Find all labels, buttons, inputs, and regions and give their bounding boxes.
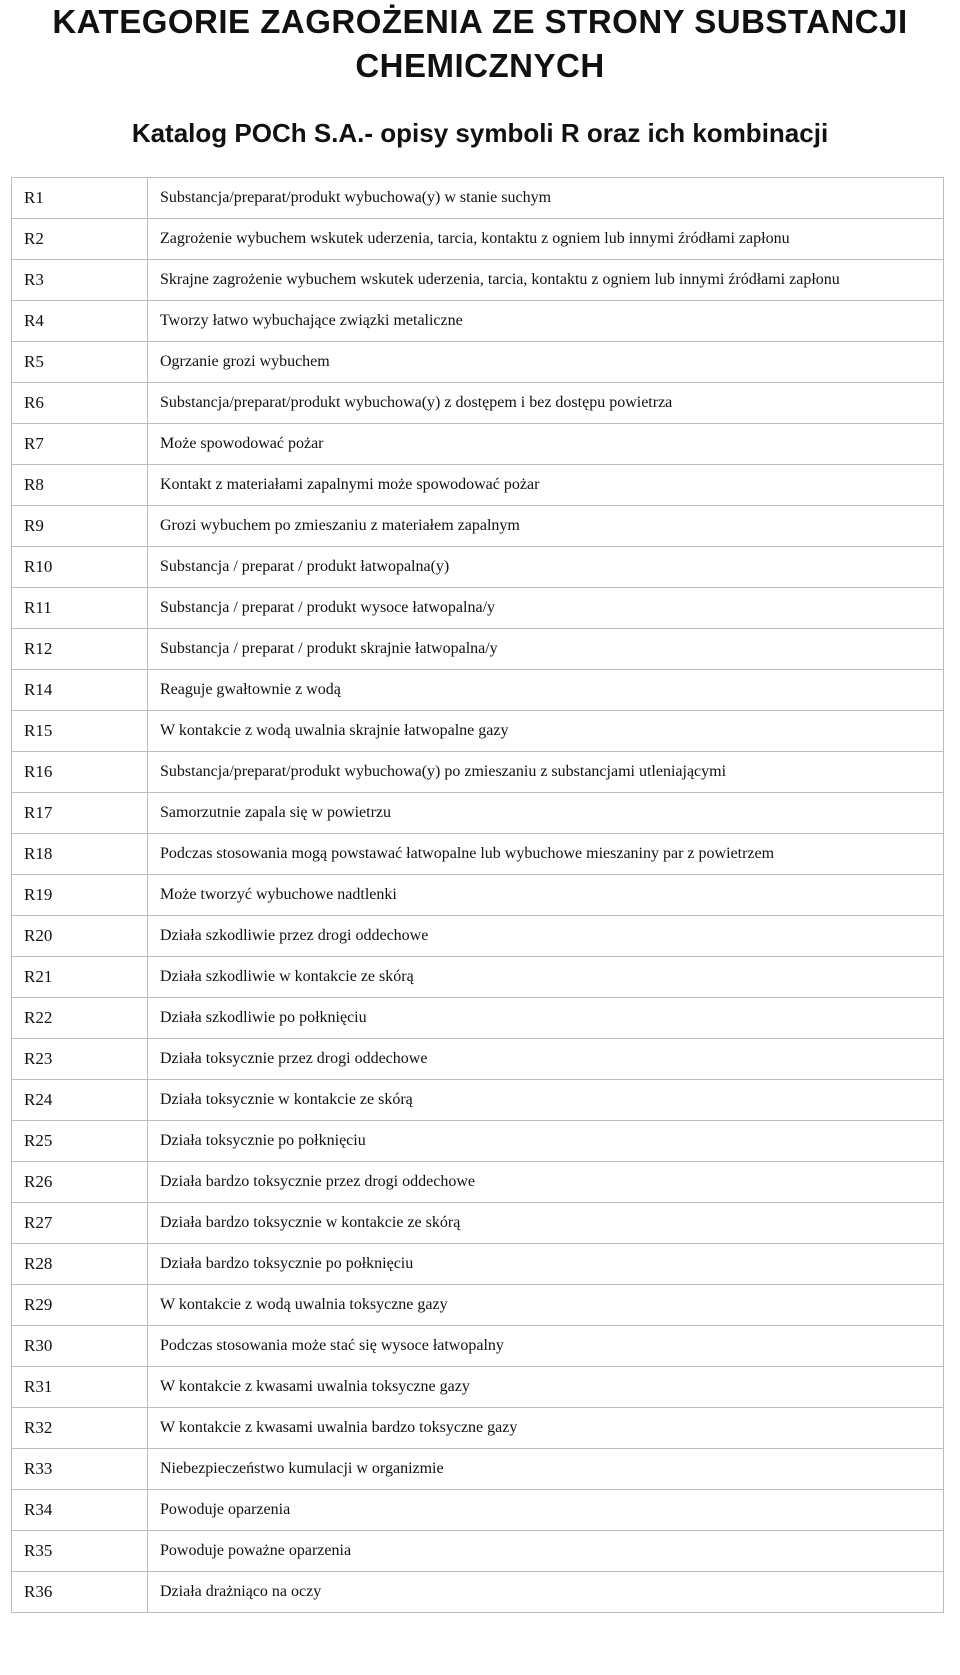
r-code-cell: R12 xyxy=(12,629,148,670)
r-description-cell: Działa bardzo toksycznie w kontakcie ze skórą xyxy=(148,1203,944,1244)
r-code-cell: R20 xyxy=(12,916,148,957)
r-code-cell: R5 xyxy=(12,342,148,383)
r-code-cell: R17 xyxy=(12,793,148,834)
table-row xyxy=(12,1285,944,1326)
page-subtitle: Katalog POCh S.A.- opisy symboli R oraz ich kombinacji xyxy=(131,118,829,148)
r-description-cell: W kontakcie z wodą uwalnia skrajnie łatwopalne gazy xyxy=(148,711,944,752)
table-row xyxy=(12,1531,944,1572)
table-row xyxy=(12,465,944,506)
r-description-cell: Podczas stosowania może stać się wysoce łatwopalny xyxy=(148,1326,944,1367)
r-code-cell: R11 xyxy=(12,588,148,629)
r-code-cell: R22 xyxy=(12,998,148,1039)
r-code-cell: R31 xyxy=(12,1367,148,1408)
r-description-cell: Może spowodować pożar xyxy=(148,424,944,465)
r-code-cell: R33 xyxy=(12,1449,148,1490)
r-description-cell: Substancja/preparat/produkt wybuchowa(y) po zmieszaniu z substancjami utleniającymi xyxy=(148,752,944,793)
table-row xyxy=(12,998,944,1039)
table-row xyxy=(12,424,944,465)
table-row xyxy=(12,1572,944,1613)
r-code-cell: R3 xyxy=(12,260,148,301)
table-row xyxy=(12,1203,944,1244)
table-row xyxy=(12,219,944,260)
r-code-cell: R26 xyxy=(12,1162,148,1203)
r-description-cell: Podczas stosowania mogą powstawać łatwopalne lub wybuchowe mieszaniny par z powietrzem xyxy=(148,834,944,875)
r-description-cell: Ogrzanie grozi wybuchem xyxy=(148,342,944,383)
r-description-cell: Może tworzyć wybuchowe nadtlenki xyxy=(148,875,944,916)
table-row xyxy=(12,1449,944,1490)
table-row xyxy=(12,1408,944,1449)
r-description-cell: Zagrożenie wybuchem wskutek uderzenia, tarcia, kontaktu z ogniem lub innymi źródłami zapłonu xyxy=(148,219,944,260)
table-row xyxy=(12,260,944,301)
r-code-cell: R4 xyxy=(12,301,148,342)
table-row xyxy=(12,1121,944,1162)
r-description-cell: Powoduje poważne oparzenia xyxy=(148,1531,944,1572)
table-row xyxy=(12,342,944,383)
table-row xyxy=(12,1326,944,1367)
r-code-cell: R6 xyxy=(12,383,148,424)
r-code-cell: R18 xyxy=(12,834,148,875)
table-row xyxy=(12,383,944,424)
r-code-cell: R8 xyxy=(12,465,148,506)
r-code-cell: R35 xyxy=(12,1531,148,1572)
r-code-cell: R2 xyxy=(12,219,148,260)
table-row xyxy=(12,588,944,629)
table-row xyxy=(12,834,944,875)
r-description-cell: Substancja/preparat/produkt wybuchowa(y) w stanie suchym xyxy=(148,178,944,219)
table-row xyxy=(12,1367,944,1408)
r-description-cell: Samorzutnie zapala się w powietrzu xyxy=(148,793,944,834)
r-code-cell: R23 xyxy=(12,1039,148,1080)
r-code-cell: R32 xyxy=(12,1408,148,1449)
r-description-cell: Substancja / preparat / produkt wysoce łatwopalna/y xyxy=(148,588,944,629)
table-row xyxy=(12,547,944,588)
r-code-cell: R34 xyxy=(12,1490,148,1531)
r-phrases-table xyxy=(11,177,944,1613)
table-row xyxy=(12,1244,944,1285)
r-code-cell: R7 xyxy=(12,424,148,465)
r-description-cell: Działa szkodliwie po połknięciu xyxy=(148,998,944,1039)
r-description-cell: Kontakt z materiałami zapalnymi może spowodować pożar xyxy=(148,465,944,506)
r-description-cell: Działa szkodliwie w kontakcie ze skórą xyxy=(148,957,944,998)
page-title xyxy=(0,0,960,88)
r-code-cell: R24 xyxy=(12,1080,148,1121)
r-code-cell: R9 xyxy=(12,506,148,547)
r-description-cell: Działa toksycznie po połknięciu xyxy=(148,1121,944,1162)
table-row xyxy=(12,178,944,219)
r-description-cell: Substancja / preparat / produkt skrajnie łatwopalna/y xyxy=(148,629,944,670)
table-row xyxy=(12,1490,944,1531)
r-code-cell: R1 xyxy=(12,178,148,219)
r-description-cell: Powoduje oparzenia xyxy=(148,1490,944,1531)
table-row xyxy=(12,1162,944,1203)
r-code-cell: R16 xyxy=(12,752,148,793)
r-code-cell: R28 xyxy=(12,1244,148,1285)
table-row xyxy=(12,957,944,998)
r-code-cell: R30 xyxy=(12,1326,148,1367)
r-phrases-table-body xyxy=(12,178,944,1613)
r-description-cell: Reaguje gwałtownie z wodą xyxy=(148,670,944,711)
table-row xyxy=(12,875,944,916)
r-description-cell: Substancja/preparat/produkt wybuchowa(y) z dostępem i bez dostępu powietrza xyxy=(148,383,944,424)
r-description-cell: Działa szkodliwie przez drogi oddechowe xyxy=(148,916,944,957)
r-code-cell: R14 xyxy=(12,670,148,711)
r-description-cell: Działa bardzo toksycznie po połknięciu xyxy=(148,1244,944,1285)
page-title-line-1: KATEGORIE ZAGROŻENIA ZE STRONY SUBSTANCJI xyxy=(52,3,908,40)
r-description-cell: Działa drażniąco na oczy xyxy=(148,1572,944,1613)
r-description-cell: Działa toksycznie w kontakcie ze skórą xyxy=(148,1080,944,1121)
table-row xyxy=(12,670,944,711)
r-description-cell: Działa toksycznie przez drogi oddechowe xyxy=(148,1039,944,1080)
table-row xyxy=(12,793,944,834)
r-code-cell: R25 xyxy=(12,1121,148,1162)
r-description-cell: Tworzy łatwo wybuchające związki metaliczne xyxy=(148,301,944,342)
r-description-cell: Skrajne zagrożenie wybuchem wskutek uderzenia, tarcia, kontaktu z ogniem lub innymi źródłami zapłonu xyxy=(148,260,944,301)
table-row xyxy=(12,711,944,752)
r-code-cell: R10 xyxy=(12,547,148,588)
r-code-cell: R21 xyxy=(12,957,148,998)
table-row xyxy=(12,1039,944,1080)
r-description-cell: W kontakcie z kwasami uwalnia bardzo toksyczne gazy xyxy=(148,1408,944,1449)
r-description-cell: W kontakcie z kwasami uwalnia toksyczne gazy xyxy=(148,1367,944,1408)
r-code-cell: R27 xyxy=(12,1203,148,1244)
table-row xyxy=(12,1080,944,1121)
table-row xyxy=(12,752,944,793)
r-code-cell: R29 xyxy=(12,1285,148,1326)
table-row xyxy=(12,629,944,670)
table-row xyxy=(12,301,944,342)
page-title-line-2: CHEMICZNYCH xyxy=(355,47,605,84)
r-code-cell: R36 xyxy=(12,1572,148,1613)
r-description-cell: Substancja / preparat / produkt łatwopalna(y) xyxy=(148,547,944,588)
r-description-cell: Grozi wybuchem po zmieszaniu z materiałem zapalnym xyxy=(148,506,944,547)
table-row xyxy=(12,916,944,957)
r-description-cell: Działa bardzo toksycznie przez drogi oddechowe xyxy=(148,1162,944,1203)
r-code-cell: R19 xyxy=(12,875,148,916)
r-description-cell: Niebezpieczeństwo kumulacji w organizmie xyxy=(148,1449,944,1490)
r-description-cell: W kontakcie z wodą uwalnia toksyczne gazy xyxy=(148,1285,944,1326)
table-row xyxy=(12,506,944,547)
r-code-cell: R15 xyxy=(12,711,148,752)
